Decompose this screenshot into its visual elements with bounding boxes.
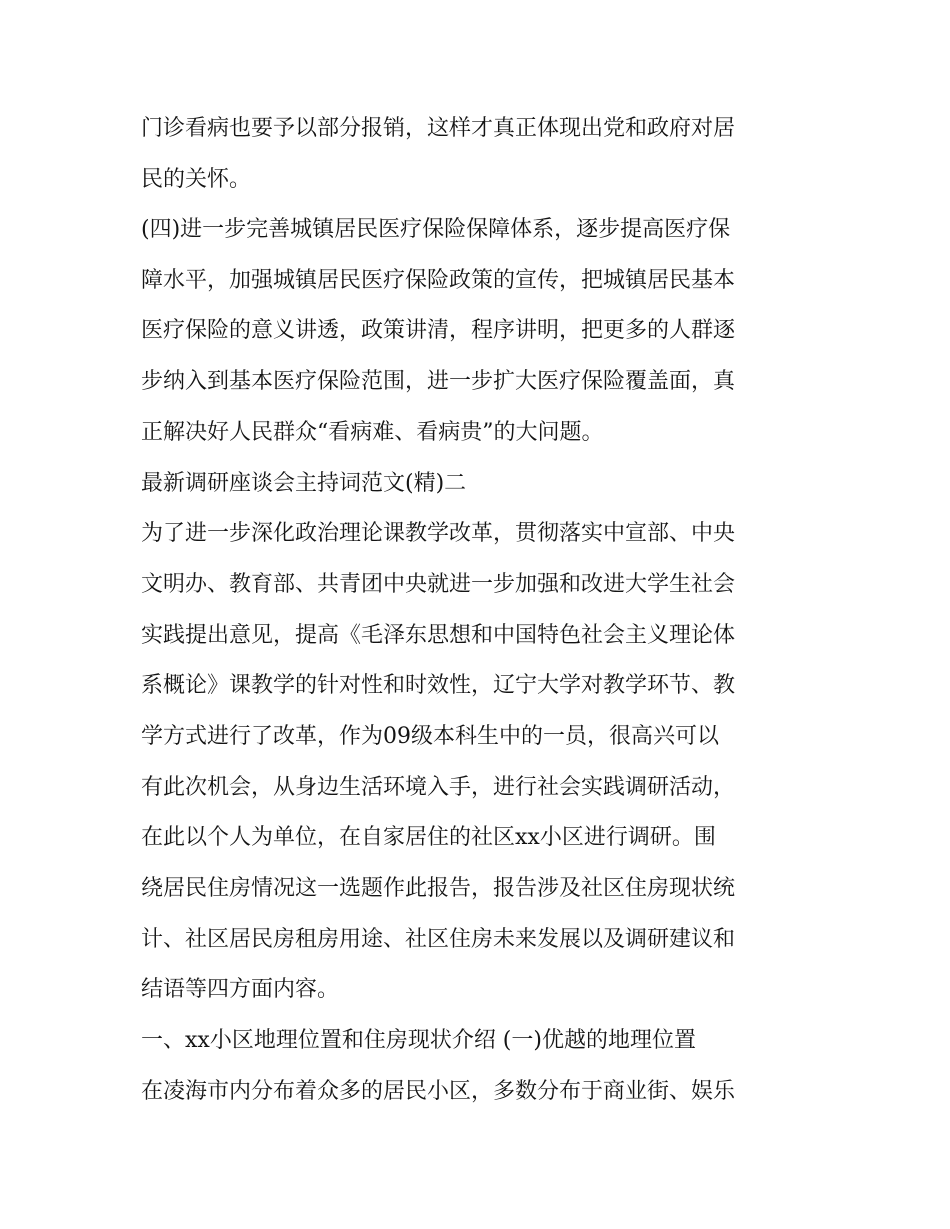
- text-line: 学方式进行了改革，作为09级本科生中的一员，很高兴可以: [141, 724, 719, 749]
- text-line: 医疗保险的意义讲透，政策讲清，程序讲明，把更多的人群逐: [141, 318, 736, 343]
- text-line: (四)进一步完善城镇居民医疗保险保障体系，逐步提高医疗保: [141, 217, 731, 242]
- text-line: 在此以个人为单位，在自家居住的社区xx小区进行调研。围: [141, 825, 716, 850]
- text-line: 文明办、教育部、共青团中央就进一步加强和改进大学生社会: [141, 572, 736, 597]
- text-line: 在凌海市内分布着众多的居民小区，多数分布于商业街、娱乐: [141, 1079, 736, 1104]
- section-heading: 一、xx小区地理位置和住房现状介绍 (一)优越的地理位置: [141, 1028, 696, 1053]
- text-line: 步纳入到基本医疗保险范围，进一步扩大医疗保险覆盖面，真: [141, 369, 736, 394]
- text-line: 实践提出意见，提高《毛泽东思想和中国特色社会主义理论体: [141, 623, 736, 648]
- text-line: 绕居民住房情况这一选题作此报告，报告涉及社区住房现状统: [141, 876, 736, 901]
- text-line: 障水平，加强城镇居民医疗保险政策的宣传，把城镇居民基本: [141, 268, 736, 293]
- text-line: 系概论》课教学的针对性和时效性，辽宁大学对教学环节、教: [141, 673, 736, 698]
- text-line: 有此次机会，从身边生活环境入手，进行社会实践调研活动，: [141, 775, 736, 800]
- text-line: 民的关怀。: [141, 167, 252, 192]
- text-line: 正解决好人民群众“看病难、看病贵”的大问题。: [141, 420, 604, 445]
- text-line: 为了进一步深化政治理论课教学改革，贯彻落实中宣部、中央: [141, 521, 736, 546]
- text-line: 计、社区居民房租房用途、社区住房未来发展以及调研建议和: [141, 927, 736, 952]
- section-heading: 最新调研座谈会主持词范文(精)二: [141, 471, 467, 496]
- text-line: 门诊看病也要予以部分报销，这样才真正体现出党和政府对居: [141, 116, 736, 141]
- text-line: 结语等四方面内容。: [141, 977, 340, 1002]
